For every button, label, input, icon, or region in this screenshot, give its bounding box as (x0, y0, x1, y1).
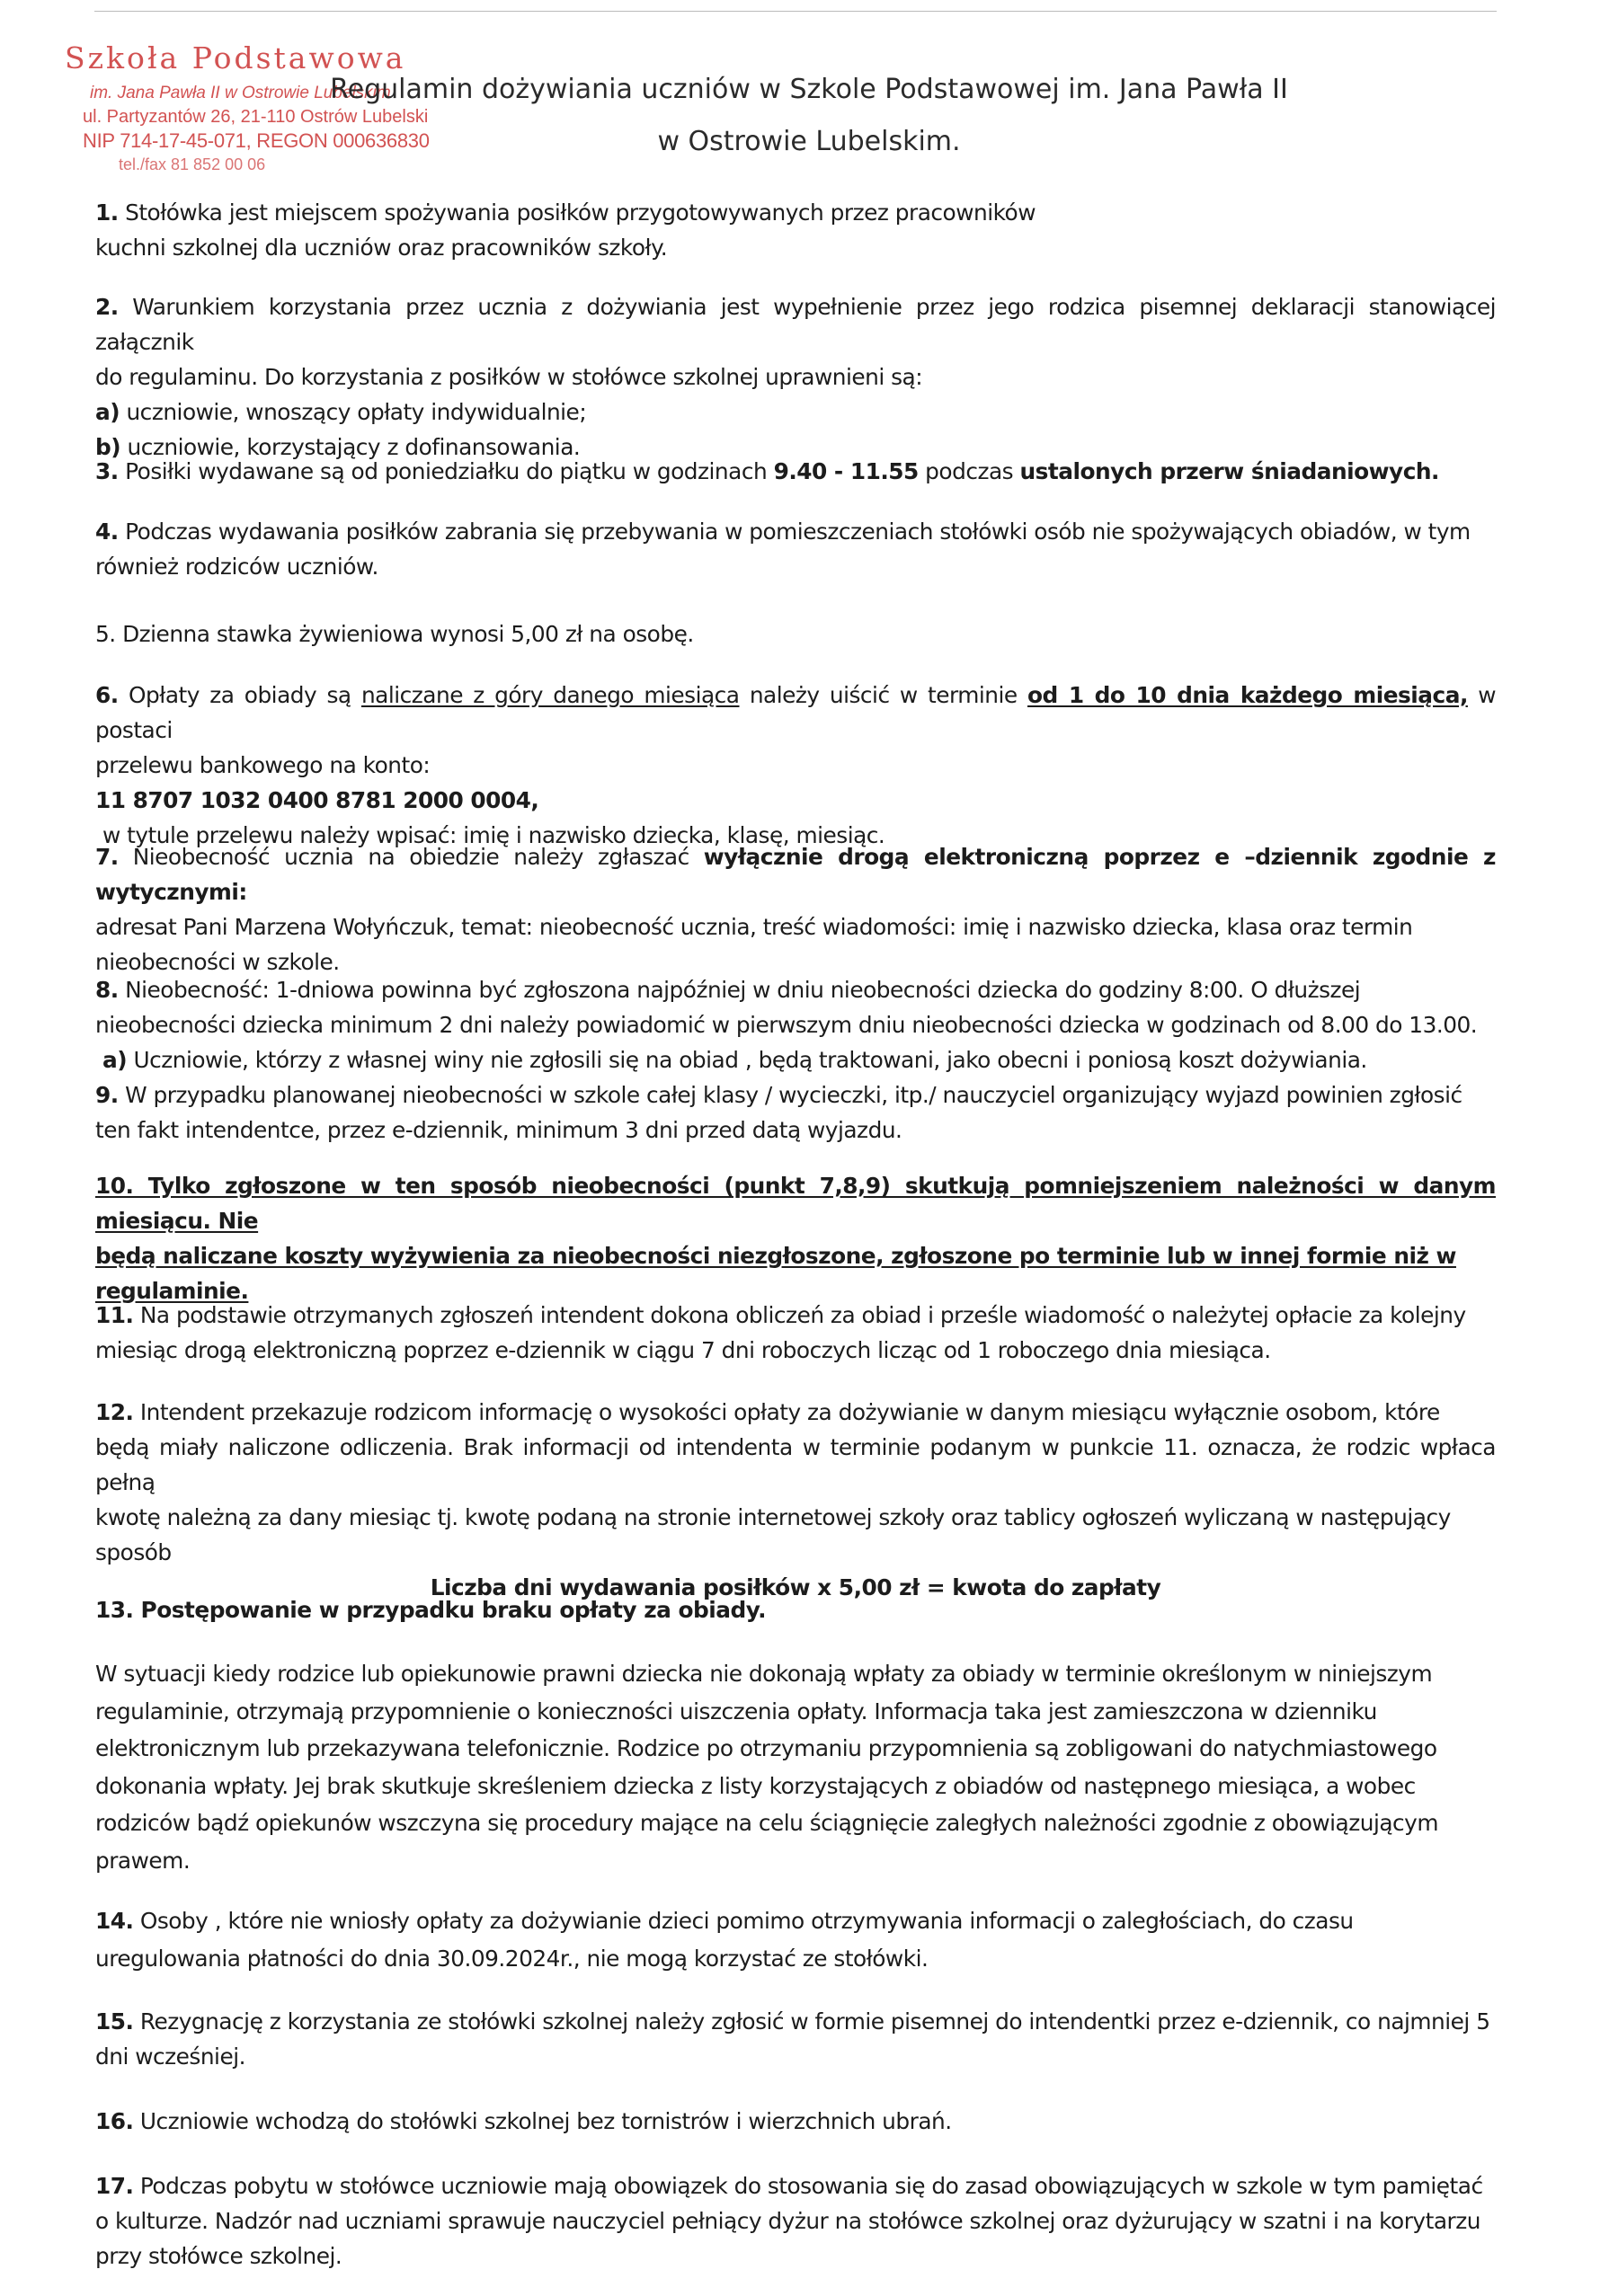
paragraph-8 (95, 972, 1496, 1077)
stamp-line-2: im. Jana Pawła II w Ostrowie Lubelskim (90, 84, 391, 102)
p7-bold-1: wyłącznie drogą elektroniczną poprzez e –dziennik zgodnie z wytycznymi: (95, 844, 1496, 905)
paragraph-4 (95, 514, 1496, 584)
p6-text-2: należy uiścić w terminie (749, 682, 1018, 708)
paragraph-7 (95, 839, 1496, 980)
p7-line-3: nieobecności w szkole. (95, 949, 340, 975)
p16-text: Uczniowie wchodzą do stołówki szkolnej bez tornistrów i wierzchnich ubrań. (139, 2108, 952, 2134)
p3-number: 3. (95, 458, 119, 484)
p3-text-1: Posiłki wydawane są od poniedziałku do piątku w godzinach (125, 458, 768, 484)
p5-number: 5. (95, 621, 116, 647)
p7-number: 7. (95, 844, 119, 870)
stamp-line-4: NIP 714-17-45-071, REGON 000636830 (83, 129, 430, 152)
p10-line-3: regulaminie. (95, 1278, 249, 1304)
p14-number: 14. (95, 1908, 134, 1934)
p2-line-2: do regulaminu. Do korzystania z posiłków w stołówce szkolnej uprawnieni są: (95, 364, 923, 390)
paragraph-17 (95, 2168, 1496, 2274)
p12-number: 12. (95, 1399, 134, 1425)
scan-top-rule (94, 11, 1497, 12)
p2-a-label: a) (95, 399, 120, 425)
p1-line-1: Stołówka jest miejscem spożywania posiłków przygotowywanych przez pracowników (125, 199, 1036, 226)
p1-number: 1. (95, 199, 119, 226)
p11-line-2: miesiąc drogą elektroniczną poprzez e-dziennik w ciągu 7 dni roboczych licząc od 1 roboczego dnia miesiąca. (95, 1337, 1271, 1363)
p7-text-1: Nieobecność ucznia na obiedzie należy zgłaszać (132, 844, 689, 870)
p4-line-2: również rodziców uczniów. (95, 554, 378, 580)
paragraph-13-heading (95, 1592, 1496, 1627)
p3-text-2: podczas (925, 458, 1014, 484)
p9-number: 9. (95, 1082, 119, 1108)
p12-line-1: Intendent przekazuje rodzicom informację o wysokości opłaty za dożywianie w danym miesiącu wyłącznie osobom, które (139, 1399, 1440, 1425)
p11-line-1: Na podstawie otrzymanych zgłoszeń intendent dokona obliczeń za obiad i prześle wiadomość o należytej opłacie za kolejny (139, 1302, 1466, 1328)
p2-a-text: uczniowie, wnoszący opłaty indywidualnie; (126, 399, 587, 425)
p16-number: 16. (95, 2108, 134, 2134)
p2-b-text: uczniowie, korzystający z dofinansowania. (127, 434, 581, 460)
p17-line-1: Podczas pobytu w stołówce uczniowie mają obowiązek do stosowania się do zasad obowiązujących w szkole w tym pamiętać (139, 2173, 1483, 2199)
p4-line-1: Podczas wydawania posiłków zabrania się przebywania w pomieszczeniach stołówki osób nie spożywających obiadów, w tym (125, 519, 1471, 545)
p6-number: 6. (95, 682, 119, 708)
p13-line-3: elektronicznym lub przekazywana telefonicznie. Rodzice po otrzymaniu przypomnienia są zobligowani do natychmiastowego (95, 1735, 1437, 1761)
p14-line-1: Osoby , które nie wniosły opłaty za dożywianie dzieci pomimo otrzymywania informacji o zaległościach, do czasu (139, 1908, 1354, 1934)
document-title-line-1: Regulamin dożywiania uczniów w Szkole Podstawowej im. Jana Pawła II (330, 74, 1288, 105)
document-title-line-2: w Ostrowie Lubelskim. (657, 126, 961, 157)
p8-line-2: nieobecności dziecka minimum 2 dni należy powiadomić w pierwszym dniu nieobecności dziecka w godzinach od 8.00 do 13.00. (95, 1012, 1478, 1038)
payment-formula: Liczba dni wydawania posiłków x 5,00 zł = kwota do zapłaty (430, 1574, 1161, 1600)
paragraph-13 (95, 1655, 1496, 1879)
p11-number: 11. (95, 1302, 134, 1328)
bank-account-number: 11 8707 1032 0400 8781 2000 0004, (95, 787, 539, 813)
p12-line-4: sposób (95, 1539, 172, 1565)
p15-number: 15. (95, 2008, 134, 2034)
p8-number: 8. (95, 977, 119, 1003)
paragraph-12 (95, 1395, 1496, 1605)
stamp-line-3: ul. Partyzantów 26, 21-110 Ostrów Lubelski (83, 107, 429, 127)
p6-line-2: przelewu bankowego na konto: (95, 752, 431, 778)
p4-number: 4. (95, 519, 119, 545)
p2-number: 2. (95, 294, 119, 320)
p13-line-1: W sytuacji kiedy rodzice lub opiekunowie prawni dziecka nie dokonają wpłaty za obiady w terminie określonym w niniejszym (95, 1661, 1433, 1687)
p1-line-2: kuchni szkolnej dla uczniów oraz pracowników szkoły. (95, 235, 668, 261)
paragraph-14 (95, 1902, 1496, 1978)
paragraph-1 (95, 195, 1496, 265)
stamp-line-1: Szkoła Podstawowa (65, 40, 406, 75)
p6-text-3: w postaci (95, 682, 1497, 743)
p2-line-1: Warunkiem korzystania przez ucznia z dożywiania jest wypełnienie przez jego rodzica pisemnej deklaracji stanowiącej załącznik (95, 294, 1496, 355)
p6-line-4: w tytule przelewu należy wpisać: imię i nazwisko dziecka, klasę, miesiąc. (102, 822, 885, 848)
p7-line-2: adresat Pani Marzena Wołyńczuk, temat: nieobecność ucznia, treść wiadomości: imię i nazwisko dziecka, klasa oraz termin (95, 914, 1413, 940)
p13-line-5: rodziców bądź opiekunów wszczyna się procedury mające na celu ściągnięcie zaległych należności zgodnie z obowiązującym (95, 1810, 1439, 1836)
paragraph-10 (95, 1168, 1496, 1308)
paragraph-11 (95, 1298, 1496, 1368)
p13-line-4: dokonania wpłaty. Jej brak skutkuje skreśleniem dziecka z listy korzystających z obiadów od następnego miesiąca, a wobec (95, 1772, 1416, 1799)
p13-line-2: regulaminie, otrzymają przypomnienie o konieczności uiszczenia opłaty. Informacja taka jest zamieszczona w dzienniku (95, 1698, 1377, 1724)
p9-line-2: ten fakt intendentce, przez e-dziennik, minimum 3 dni przed datą wyjazdu. (95, 1117, 902, 1143)
stamp-line-5: tel./fax 81 852 00 06 (119, 155, 266, 173)
p6-underline-1: naliczane z góry danego miesiąca (360, 682, 740, 708)
paragraph-3 (95, 454, 1496, 489)
p17-line-3: przy stołówce szkolnej. (95, 2243, 342, 2269)
p15-line-1: Rezygnację z korzystania ze stołówki szkolnej należy zgłosić w formie pisemnej do intendentki przez e-dziennik, co najmniej 5 (139, 2008, 1490, 2034)
paragraph-16 (95, 2104, 1496, 2139)
paragraph-9 (95, 1077, 1496, 1148)
p2-b-label: b) (95, 434, 121, 460)
p8-a-label: a) (102, 1047, 128, 1073)
p3-hours: 9.40 - 11.55 (773, 458, 919, 484)
p17-number: 17. (95, 2173, 134, 2199)
p8-a-text: Uczniowie, którzy z własnej winy nie zgłosili się na obiad , będą traktowani, jako obecni i poniosą koszt dożywiania. (133, 1047, 1367, 1073)
p13-heading: 13. Postępowanie w przypadku braku opłaty za obiady. (95, 1597, 767, 1623)
p3-bold-2: ustalonych przerw śniadaniowych. (1019, 458, 1439, 484)
p5-text: Dzienna stawka żywieniowa wynosi 5,00 zł na osobę. (122, 621, 694, 647)
p10-line-1: 10. Tylko zgłoszone w ten sposób nieobecności (punkt 7,8,9) skutkują pomniejszeniem należności w danym miesiącu. Nie (95, 1173, 1496, 1234)
paragraph-5 (95, 616, 1496, 652)
paragraph-15 (95, 2004, 1496, 2074)
p17-line-2: o kulturze. Nadzór nad uczniami sprawuje nauczyciel pełniący dyżur na stołówce szkolnej oraz dyżurujący w szatni i na korytarzu (95, 2208, 1480, 2234)
p12-line-3: kwotę należną za dany miesiąc tj. kwotę podaną na stronie internetowej szkoły oraz tablicy ogłoszeń wyliczaną w następujący (95, 1504, 1451, 1530)
p15-line-2: dni wcześniej. (95, 2043, 245, 2070)
paragraph-6 (95, 678, 1496, 853)
p6-underline-2: od 1 do 10 dnia każdego miesiąca, (1027, 682, 1468, 708)
p10-line-2: będą naliczane koszty wyżywienia za nieobecności niezgłoszone, zgłoszone po terminie lub w innej formie niż w (95, 1243, 1456, 1269)
p9-line-1: W przypadku planowanej nieobecności w szkole całej klasy / wycieczki, itp./ nauczyciel organizujący wyjazd powinien zgłosić (125, 1082, 1462, 1108)
p6-text-1: Opłaty za obiady są (129, 682, 351, 708)
p12-line-2: będą miały naliczone odliczenia. Brak informacji od intendenta w terminie podanym w punkcie 11. oznacza, że rodzic wpłaca pełną (95, 1434, 1496, 1495)
p14-line-2: uregulowania płatności do dnia 30.09.2024r., nie mogą korzystać ze stołówki. (95, 1946, 929, 1972)
p13-line-6: prawem. (95, 1847, 191, 1874)
p8-line-1: Nieobecność: 1-dniowa powinna być zgłoszona najpóźniej w dniu nieobecności dziecka do godziny 8:00. O dłuższej (125, 977, 1361, 1003)
paragraph-2 (95, 289, 1496, 465)
